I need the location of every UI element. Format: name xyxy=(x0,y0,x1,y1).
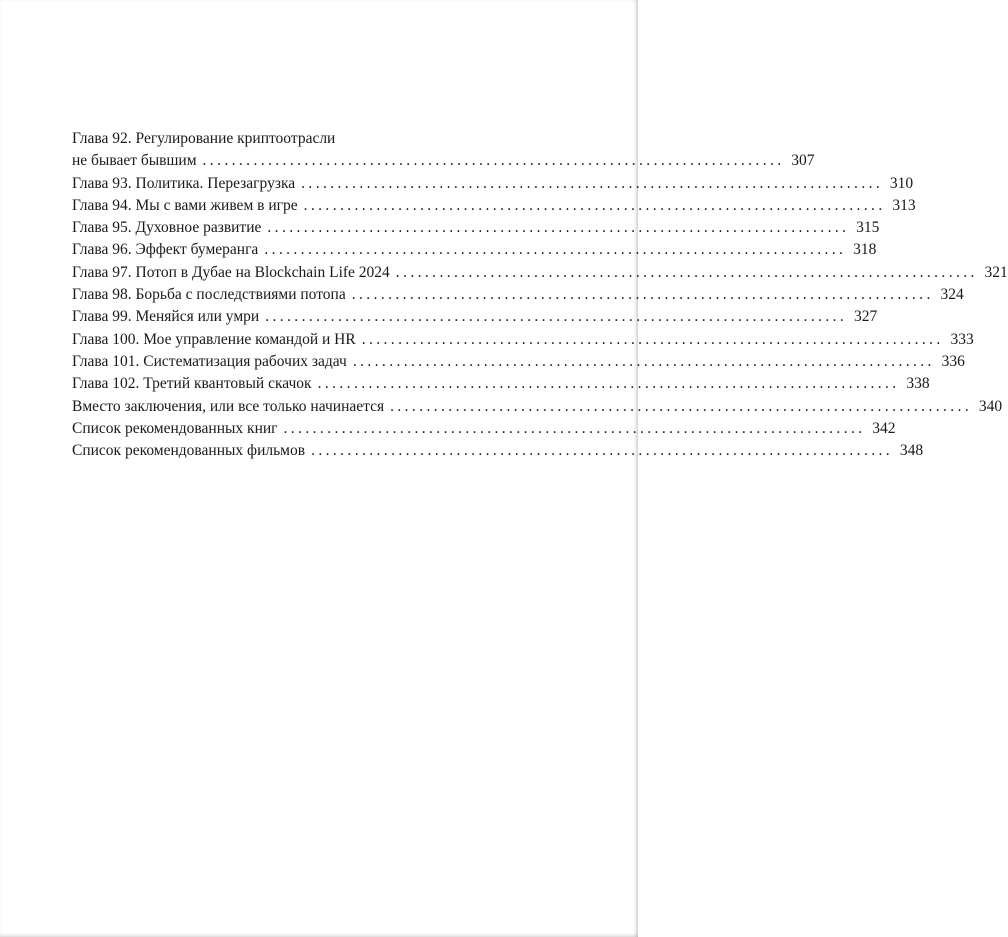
toc-entry-page: 324 xyxy=(940,286,964,304)
toc-entry xyxy=(72,306,878,328)
toc-entry-page: 307 xyxy=(791,152,815,170)
dot-leader: ................................................................................ xyxy=(311,442,894,460)
toc-entry-page: 342 xyxy=(872,419,896,437)
toc-entry xyxy=(72,396,1003,418)
toc-entry xyxy=(72,239,877,261)
toc-entry-page: 310 xyxy=(889,174,914,192)
dot-leader: ................................................................................ xyxy=(390,397,973,415)
toc-entry xyxy=(72,351,965,373)
toc-entry-page: 338 xyxy=(906,375,930,393)
toc-entry-title: Глава 93. Политика. Перезагрузка xyxy=(72,174,296,192)
toc-entry-title: Глава 99. Меняйся или умри xyxy=(72,308,260,326)
table-of-contents xyxy=(72,128,1008,462)
toc-entry xyxy=(72,373,930,395)
dot-leader: ................................................................................ xyxy=(395,263,978,281)
toc-entry-heading: Глава 92. Регулирование криптоотрасли xyxy=(72,130,336,147)
dot-leader: ................................................................................ xyxy=(264,241,847,259)
toc-entry-page: 348 xyxy=(899,442,924,460)
toc-entry-page: 327 xyxy=(853,308,878,326)
toc-entry-page: 318 xyxy=(853,241,877,259)
toc-entry-title: Список рекомендованных фильмов xyxy=(72,442,306,460)
dot-leader: ................................................................................ xyxy=(361,330,944,348)
toc-entry-page: 336 xyxy=(941,352,965,370)
toc-entry xyxy=(72,440,924,462)
toc-entry-title: Глава 95. Духовное развитие xyxy=(72,219,262,237)
toc-entry-title: Глава 96. Эффект бумеранга xyxy=(72,241,259,259)
dot-leader: ................................................................................ xyxy=(283,419,866,437)
dot-leader: ................................................................................ xyxy=(317,375,900,393)
dot-leader: ................................................................................ xyxy=(265,308,848,326)
toc-entry-page: 333 xyxy=(950,330,974,348)
dot-leader: ................................................................................ xyxy=(303,196,886,214)
toc-entry-title: Список рекомендованных книг xyxy=(72,419,278,437)
toc-entry-page: 315 xyxy=(856,219,880,237)
toc-entry xyxy=(72,217,880,239)
toc-entry-title: Глава 102. Третий квантовый скачок xyxy=(72,375,312,393)
toc-entry-title: Глава 101. Систематизация рабочих задач xyxy=(72,352,347,370)
dot-leader: ................................................................................ xyxy=(352,352,935,370)
toc-entry xyxy=(72,418,896,440)
toc-entry-title: Глава 97. Потоп в Дубае на Blockchain Life 2024 xyxy=(72,263,390,281)
dot-leader: ................................................................................ xyxy=(351,286,934,304)
toc-entry-page: 321 xyxy=(984,263,1008,281)
toc-entry xyxy=(72,150,815,172)
toc-entry xyxy=(72,195,916,217)
toc-entry-title: не бывает бывшим xyxy=(72,152,197,170)
toc-entry xyxy=(72,284,964,306)
toc-entry-title: Глава 100. Мое управление командой и HR xyxy=(72,330,356,348)
toc-entry-title: Вместо заключения, или все только начинается xyxy=(72,397,385,415)
dot-leader: ................................................................................ xyxy=(301,174,884,192)
toc-entry xyxy=(72,173,914,195)
dot-leader: ................................................................................ xyxy=(202,152,785,170)
toc-entry-page: 340 xyxy=(978,397,1003,415)
toc-entry-title: Глава 94. Мы с вами живем в игре xyxy=(72,196,298,214)
toc-entry-title: Глава 98. Борьба с последствиями потопа xyxy=(72,286,346,304)
toc-entry-page: 313 xyxy=(892,196,916,214)
dot-leader: ................................................................................ xyxy=(267,219,850,237)
toc-entry xyxy=(72,262,1008,284)
toc-entry xyxy=(72,329,974,351)
